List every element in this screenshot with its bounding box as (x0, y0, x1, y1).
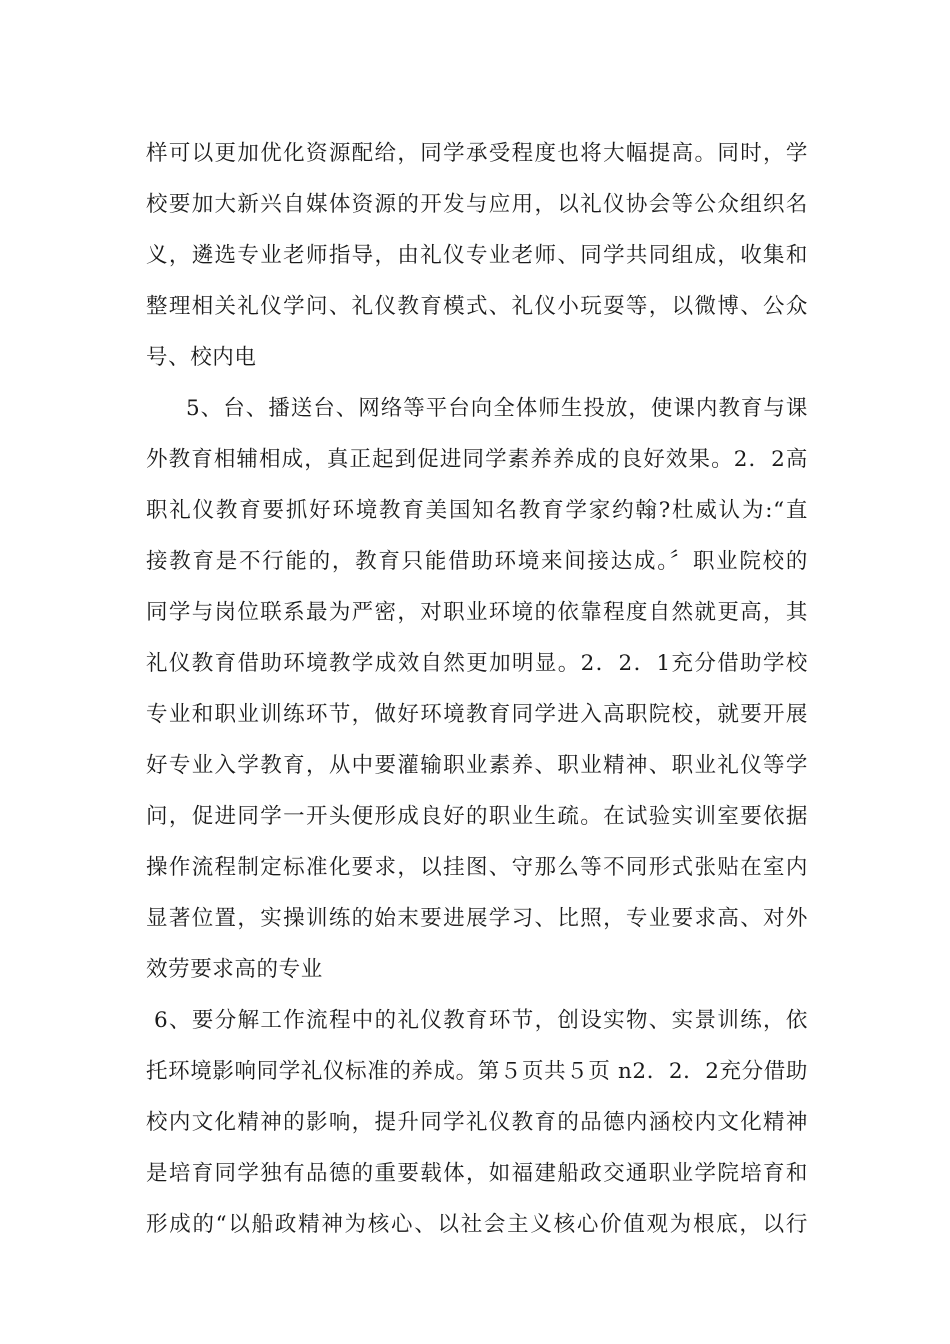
paragraph-1-line-2: 校要加大新兴自媒体资源的开发与应用，以礼仪协会等公众组织名 (146, 192, 808, 217)
paragraph-1-line-3: 义，遴选专业老师指导，由礼仪专业老师、同学共同组成，收集和 (146, 243, 808, 268)
paragraph-3-line-5: 形成的“以船政精神为核心、以社会主义核心价值观为根底，以行 (146, 1212, 808, 1237)
paragraph-2-line-8: 好专业入学教育，从中要灌输职业素养、职业精神、职业礼仪等学 (146, 753, 808, 778)
paragraph-2-line-11: 显著位置，实操训练的始末要进展学习、比照，专业要求高、对外 (146, 906, 808, 931)
paragraph-1-line-5: 号、校内电 (146, 345, 257, 370)
paragraph-3-line-2: 托环境影响同学礼仪标准的养成。第５页共５页 n2．2．2充分借助 (146, 1059, 808, 1084)
paragraph-2-line-5: 同学与岗位联系最为严密，对职业环境的依靠程度自然就更高，其 (146, 600, 808, 625)
paragraph-2-line-9: 问，促进同学一开头便形成良好的职业生疏。在试验实训室要依据 (146, 804, 808, 829)
paragraph-2-line-3: 职礼仪教育要抓好环境教育美国知名教育学家约翰?杜威认为:“直 (146, 498, 808, 523)
paragraph-3-line-3: 校内文化精神的影响，提升同学礼仪教育的品德内涵校内文化精神 (146, 1110, 808, 1135)
paragraph-1-line-1: 样可以更加优化资源配给，同学承受程度也将大幅提高。同时，学 (146, 141, 808, 166)
paragraph-2-line-12: 效劳要求高的专业 (146, 957, 323, 982)
paragraph-2-line-2: 外教育相辅相成，真正起到促进同学素养养成的良好效果。2．2高 (146, 447, 808, 472)
body-text (146, 128, 808, 1250)
paragraph-2-line-4: 接教育是不行能的，教育只能借助环境来间接达成。〞职业院校的 (146, 549, 808, 574)
paragraph-2-line-10: 操作流程制定标准化要求，以挂图、守那么等不同形式张贴在室内 (146, 855, 808, 880)
paragraph-1-line-4: 整理相关礼仪学问、礼仪教育模式、礼仪小玩耍等，以微博、公众 (146, 294, 808, 319)
paragraph-2-line-6: 礼仪教育借助环境教学成效自然更加明显。2．2．1充分借助学校 (146, 651, 808, 676)
paragraph-2-line-7: 专业和职业训练环节，做好环境教育同学进入高职院校，就要开展 (146, 702, 808, 727)
paragraph-3-line-4: 是培育同学独有品德的重要载体，如福建船政交通职业学院培育和 (146, 1161, 808, 1186)
paragraph-2-line-1: 5、台、播送台、网络等平台向全体师生投放，使课内教育与课 (186, 396, 808, 421)
paragraph-3-line-1: 6、要分解工作流程中的礼仪教育环节，创设实物、实景训练，依 (154, 1008, 808, 1033)
